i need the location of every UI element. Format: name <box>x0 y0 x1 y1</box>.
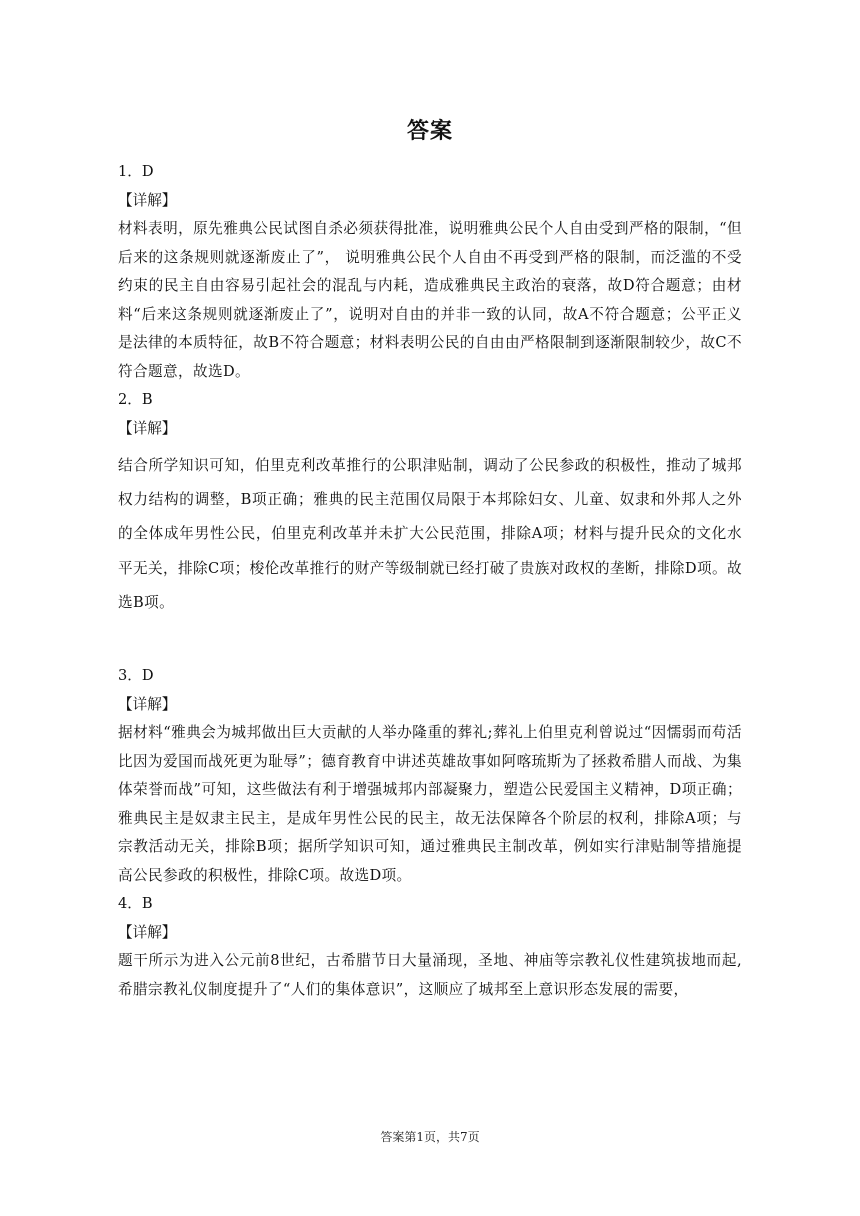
page-footer: 答案第1页，共7页 <box>380 1130 480 1144</box>
explanation-text: 材料表明，原先雅典公民试图自杀必须获得批准，说明雅典公民个人自由受到严格的限制，“但后来的这条规则就逐渐废止了”， 说明雅典公民个人自由不再受到严格的限制，而泛滥的不受约束的民主自由容易引起社会的混乱与内耗，造成雅典民主政治的衰落，故D符合题意；由材料“后来这条规则就逐渐废止了”，说明对自由的并非一致的认同，故A不符合题意；公平正义是法律的本质特征，故B不符合题意；材料表明公民的自由由严格限制到逐渐限制较少，故C不符合题意，故选D。 <box>118 220 742 380</box>
question-3 <box>118 662 742 890</box>
detail-label: 【详解】 <box>118 923 177 941</box>
question-number: 4．B <box>118 895 153 913</box>
question-4 <box>118 890 742 1004</box>
explanation-text: 结合所学知识可知，伯里克利改革推行的公职津贴制，调动了公民参政的积极性，推动了城邦权力结构的调整，B项正确；雅典的民主范围仅局限于本邦除妇女、儿童、奴隶和外邦人之外的全体成年男性公民，伯里克利改革并未扩大公民范围，排除A项；材料与提升民众的文化水平无关，排除C项；梭伦改革推行的财产等级制就已经打破了贵族对政权的垄断，排除D项。故选B项。 <box>118 457 742 611</box>
answer-content <box>118 158 742 1004</box>
detail-label: 【详解】 <box>118 191 177 209</box>
question-2 <box>118 386 742 620</box>
question-number: 3．D <box>118 667 154 685</box>
detail-label: 【详解】 <box>118 695 177 713</box>
question-number: 1．D <box>118 163 154 180</box>
explanation-text: 题干所示为进入公元前8世纪，古希腊节日大量涌现，圣地、神庙等宗教礼仪性建筑拔地而起,希腊宗教礼仪制度提升了“人们的集体意识”，这顺应了城邦至上意识形态发展的需要， <box>118 952 742 998</box>
detail-label: 【详解】 <box>118 419 177 437</box>
section-gap <box>118 620 742 662</box>
question-number: 2．B <box>118 391 153 408</box>
question-1 <box>118 158 742 386</box>
page-title: 答案 <box>406 119 453 144</box>
explanation-text: 据材料“雅典会为城邦做出巨大贡献的人举办隆重的葬礼;葬礼上伯里克利曾说过“因懦弱而苟活比因为爱国而战死更为耻辱”；德育教育中讲述英雄故事如阿喀琉斯为了拯救希腊人而战、为集体荣誉而战”可知，这些做法有利于增强城邦内部凝聚力，塑造公民爱国主义精神，D项正确；雅典民主是奴隶主民主，是成年男性公民的民主，故无法保障各个阶层的权利，排除A项；与宗教活动无关，排除B项；据所学知识可知，通过雅典民主制改革，例如实行津贴制等措施提高公民参政的积极性，排除C项。故选D项。 <box>118 724 742 884</box>
